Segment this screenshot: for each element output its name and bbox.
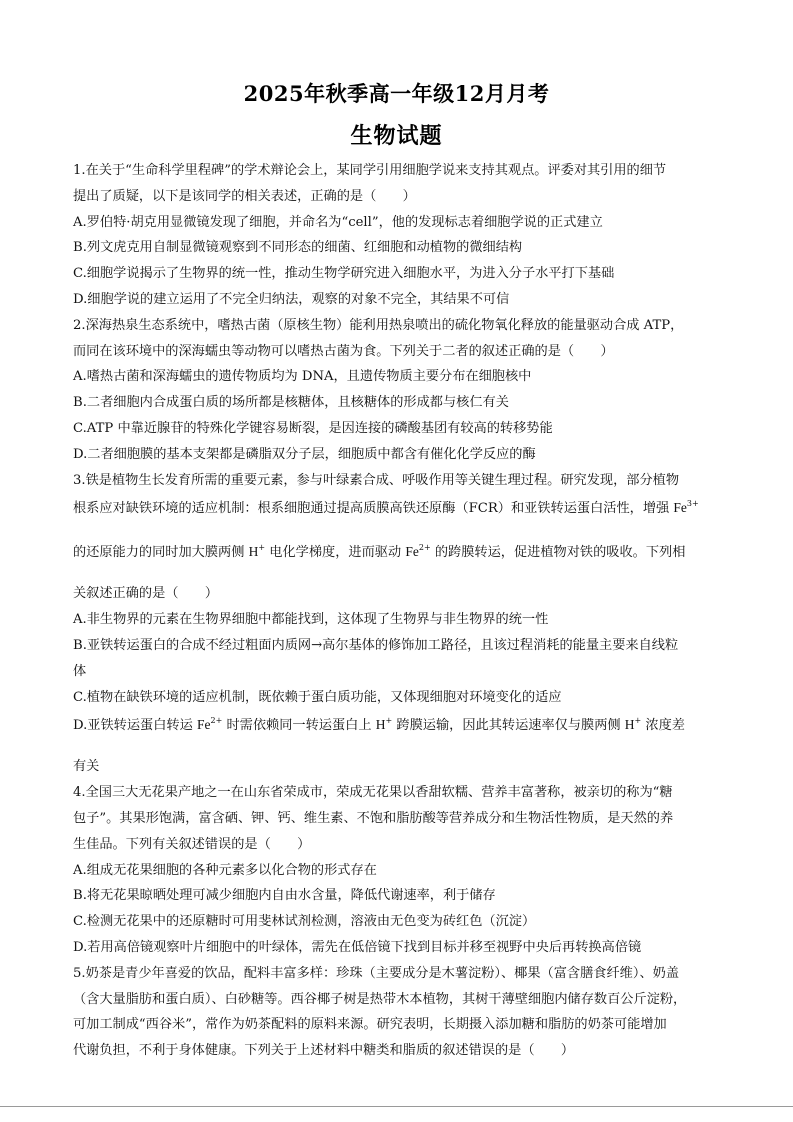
question-3-stem-line-3-text-c: 的跨膜转运，促进植物对铁的吸收。下列相 (430, 545, 686, 561)
question-5 (73, 961, 723, 1064)
question-1-option-d: D.细胞学说的建立运用了不完全归纳法，观察的对象不完全，其结果不可信 (73, 291, 510, 307)
question-4 (73, 780, 723, 961)
fe-ion-charge: 2+ (418, 543, 431, 553)
question-3-option-d-text-c: 跨膜运输，因此其转运速率仅与膜两侧 (392, 718, 625, 734)
question-1-stem-line-1: 1.在关于“生命科学里程碑”的学术辩论会上，某同学引用细胞学说来支持其观点。评委对其引用的细节 (73, 163, 667, 178)
question-3-stem-line-4: 关叙述正确的是（ ） (73, 586, 219, 602)
question-3 (73, 468, 723, 781)
question-3-option-d (73, 710, 723, 754)
question-1-option-c: C.细胞学说揭示了生物界的统一性，推动生物学研究进入细胞水平，为进入分子水平打下基础 (73, 266, 615, 282)
question-4-stem-line-1: 4.全国三大无花果产地之一在山东省荣成市，荣成无花果以香甜软糯、营养丰富著称，被亲切的称为“糖 (73, 785, 673, 801)
question-3-stem-line-2 (73, 493, 723, 537)
question-2-stem-line-1: 2.深海热泉生态系统中，嗜热古菌（原核生物）能利用热泉喷出的硫化物氧化释放的能量驱动合成 ATP， (73, 317, 684, 333)
question-2-option-b: B.二者细胞内合成蛋白质的场所都是核糖体，且核糖体的形成都与核仁有关 (73, 395, 509, 411)
h-ion-symbol: H (375, 717, 386, 733)
question-4-stem-line-2: 包子”。其果形饱满，富含硒、钾、钙、维生素、不饱和脂肪酸等营养成分和生物活性物质，是天然的养 (73, 810, 674, 826)
question-3-stem-line-3-text-a: 的还原能力的同时加大膜两侧 (73, 545, 249, 561)
question-3-option-d-text-a: D.亚铁转运蛋白转运 (73, 718, 197, 734)
question-3-option-b-cont: 体 (73, 663, 87, 679)
question-1-stem-line-2: 提出了质疑，以下是该同学的相关表述，正确的是（ ） (73, 188, 416, 204)
h-ion-symbol: H (248, 544, 259, 560)
exam-title: 2025年秋季高一年级12月月考 (243, 81, 550, 106)
fe-ion-symbol: Fe (673, 500, 687, 516)
question-3-stem-line-3-text-b: 电化学梯度，进而驱动 (265, 545, 406, 561)
question-4-stem-line-3: 生佳品。下列有关叙述错误的是（ ） (73, 836, 311, 852)
page-bottom-divider (0, 1106, 793, 1107)
question-3-stem-line-2-text: 根系应对缺铁环境的适应机制：根系细胞通过提高质膜高铁还原酶（FCR）和亚铁转运蛋白活性，增强 (73, 501, 674, 517)
question-4-option-d: D.若用高倍镜观察叶片细胞中的叶绿体，需先在低倍镜下找到目标并移至视野中央后再转换高倍镜 (73, 939, 642, 955)
question-2-stem-line-2: 而同在该环境中的深海蠕虫等动物可以嗜热古菌为食。下列关于二者的叙述正确的是（ ） (73, 343, 614, 359)
question-1-option-a: A.罗伯特·胡克用显微镜发现了细胞，并命名为“cell”，他的发现标志着细胞学说的正式建立 (73, 214, 603, 230)
question-3-option-c: C.植物在缺铁环境的适应机制，既依赖于蛋白质功能，又体现细胞对环境变化的适应 (73, 689, 562, 705)
exam-subject-title: 生物试题 (350, 123, 443, 149)
fe-ion-charge: 2+ (210, 716, 223, 726)
question-5-stem-line-1: 5.奶茶是青少年喜爱的饮品，配料丰富多样：珍珠（主要成分是木薯淀粉）、椰果（富含膳食纤维）、奶盖 (73, 965, 680, 981)
question-4-option-b: B.将无花果晾晒处理可减少细胞内自由水含量，降低代谢速率，利于储存 (73, 888, 496, 904)
question-3-option-d-cont: 有关 (73, 759, 100, 775)
question-3-option-a: A.非生物界的元素在生物界细胞中都能找到，这体现了生物界与非生物界的统一性 (73, 612, 549, 628)
question-3-option-d-text-b: 时需依赖同一转运蛋白上 (222, 718, 376, 734)
question-1-option-b: B.列文虎克用自制显微镜观察到不同形态的细菌、红细胞和动植物的微细结构 (73, 240, 523, 256)
fe-ion-charge: 3+ (686, 499, 699, 509)
question-1 (73, 158, 723, 313)
question-3-stem-line-3 (73, 537, 723, 581)
question-2-option-a: A.嗜热古菌和深海蠕虫的遗传物质均为 DNA，且遗传物质主要分布在细胞核中 (73, 369, 532, 385)
question-4-option-c: C.检测无花果中的还原糖时可用斐林试剂检测，溶液由无色变为砖红色（沉淀） (73, 914, 536, 930)
question-2-option-c: C.ATP 中靠近腺苷的特殊化学键容易断裂，是因连接的磷酸基团有较高的转移势能 (73, 420, 553, 436)
question-4-option-a: A.组成无花果细胞的各种元素多以化合物的形式存在 (73, 862, 377, 878)
question-3-option-d-text-d: 浓度差 (641, 718, 685, 734)
question-2 (73, 313, 723, 468)
question-2-option-d: D.二者细胞膜的基本支架都是磷脂双分子层，细胞质中都含有催化化学反应的酶 (73, 446, 536, 462)
question-5-stem-line-4: 代谢负担，不利于身体健康。下列关于上述材料中糖类和脂质的叙述错误的是（ ） (73, 1043, 575, 1059)
h-ion-charge: + (634, 716, 642, 726)
h-ion-symbol: H (624, 717, 635, 733)
question-5-stem-line-3: 可加工制成“西谷米”，常作为奶茶配料的原料来源。研究表明，长期摄入添加糖和脂肪的奶茶可能增加 (73, 1017, 667, 1033)
fe-ion-symbol: Fe (197, 717, 211, 733)
h-ion-charge: + (258, 543, 266, 553)
fe-ion-symbol: Fe (405, 544, 419, 560)
h-ion-charge: + (385, 716, 393, 726)
question-3-option-b: B.亚铁转运蛋白的合成不经过粗面内质网→高尔基体的修饰加工路径，且该过程消耗的能量主要来自线粒 (73, 637, 679, 653)
question-5-stem-line-2: （含大量脂肪和蛋白质）、白砂糖等。西谷椰子树是热带木本植物，其树干薄壁细胞内储存数百公斤淀粉， (73, 991, 687, 1007)
question-3-stem-line-1: 3.铁是植物生长发育所需的重要元素，参与叶绿素合成、呼吸作用等关键生理过程。研究发现，部分植物 (73, 472, 680, 488)
question-list (73, 158, 723, 1064)
